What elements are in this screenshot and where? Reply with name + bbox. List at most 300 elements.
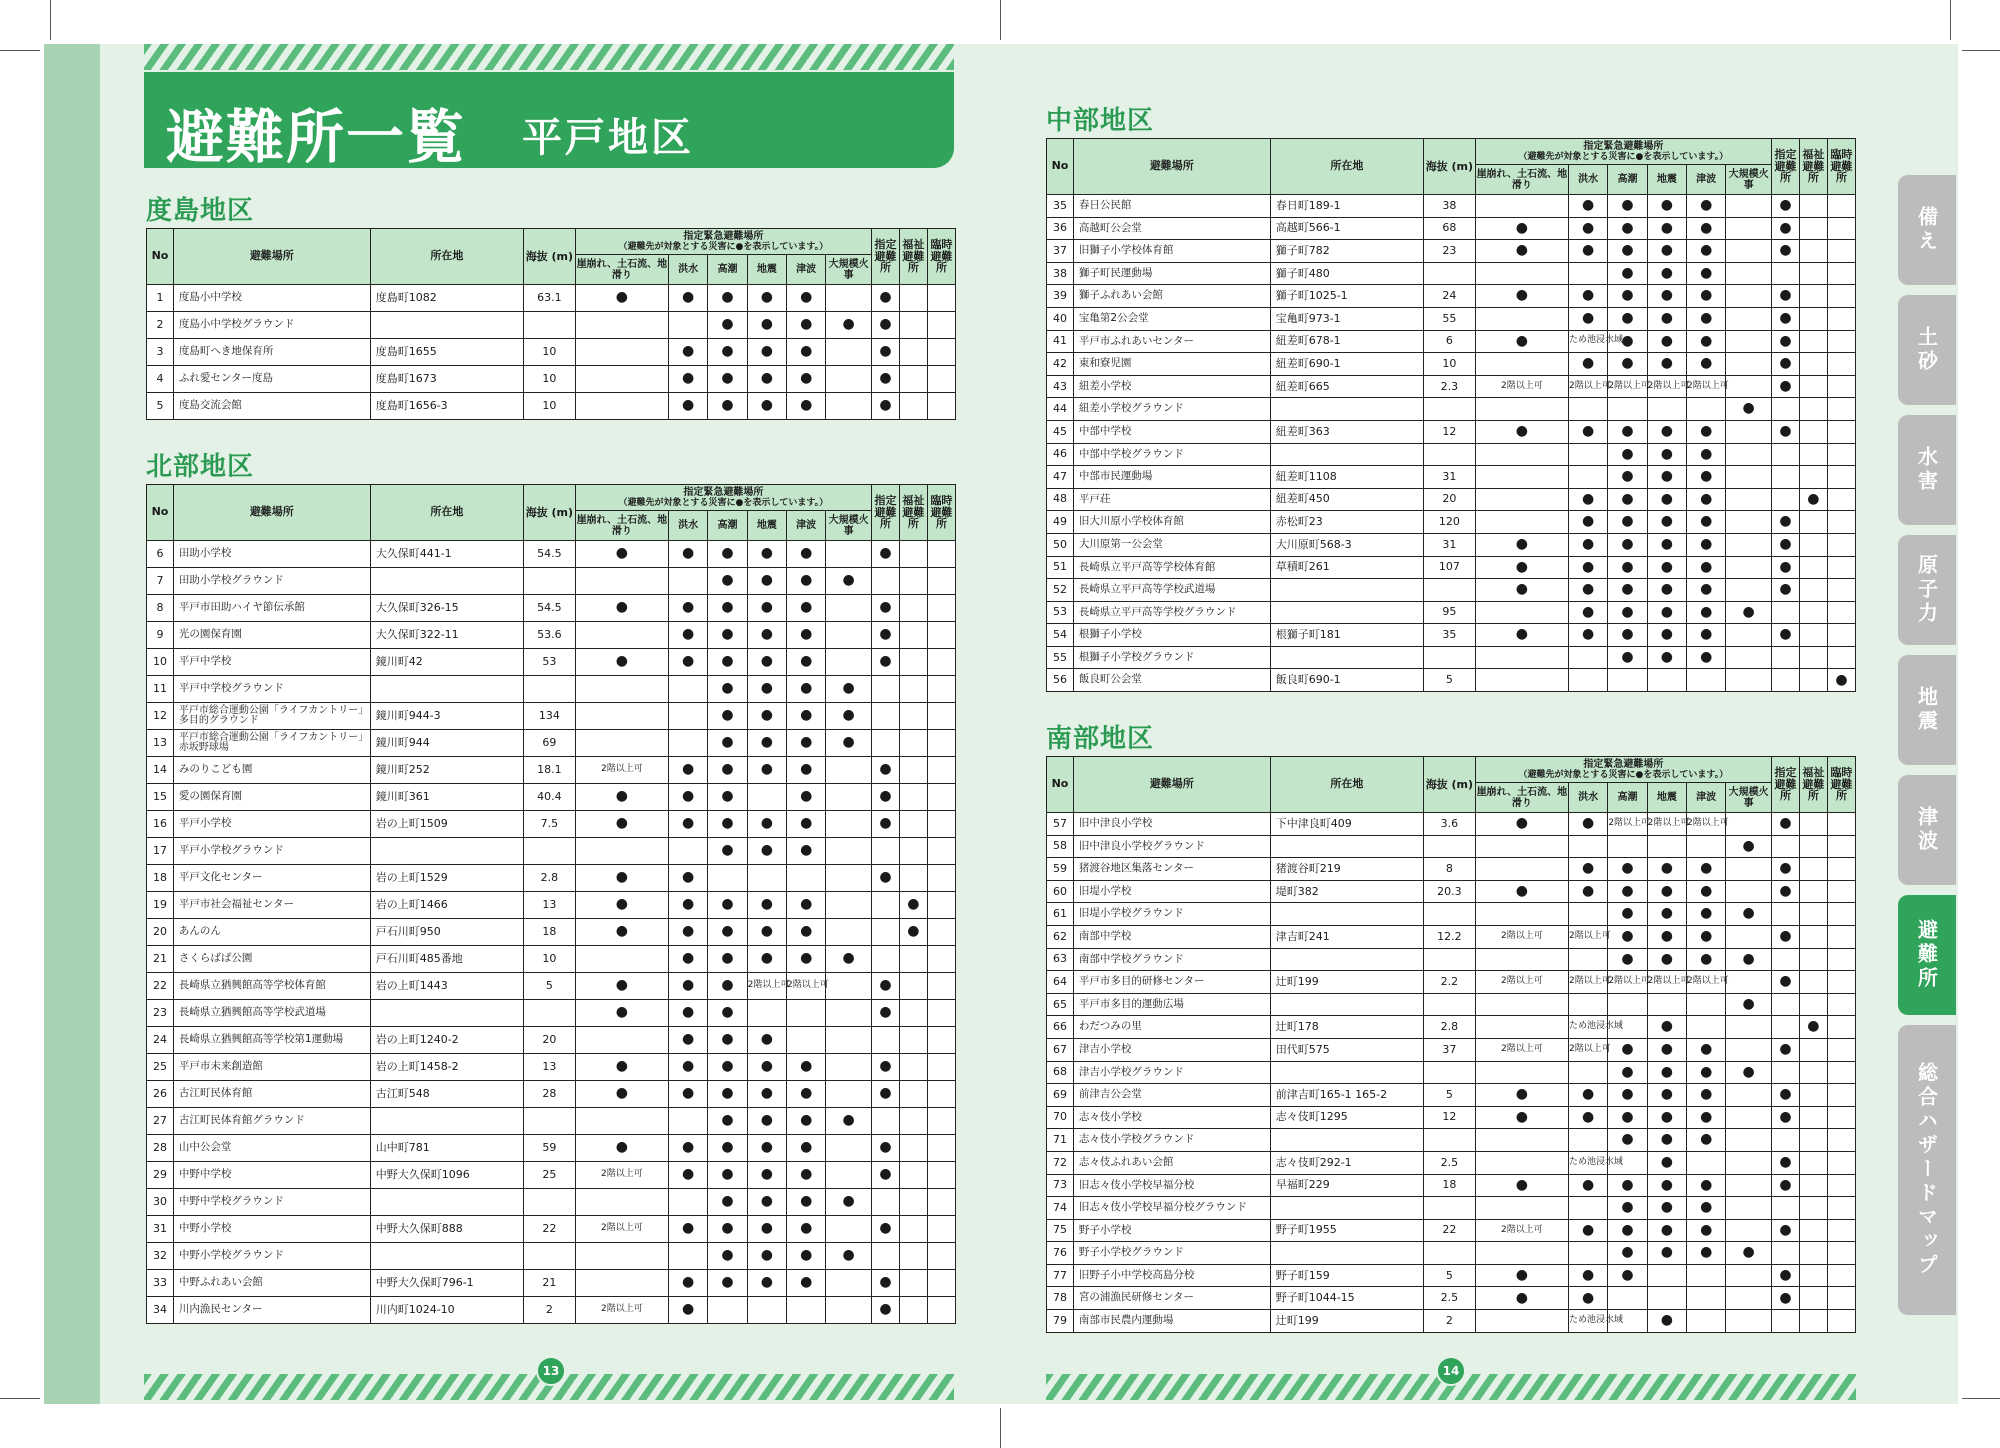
cell-mark — [1475, 646, 1568, 669]
cell-mark: ● — [708, 1162, 747, 1189]
cell-mark — [668, 838, 707, 865]
table-row — [1047, 375, 1856, 398]
cell-mark — [575, 339, 668, 366]
cell-name: 旧中津良小学校グラウンド — [1073, 835, 1270, 858]
cell-no: 37 — [1047, 240, 1074, 263]
cell-mark — [871, 946, 899, 973]
cell-address: 紐差町665 — [1270, 375, 1423, 398]
cell-mark: ● — [1475, 880, 1568, 903]
table-row — [1047, 420, 1856, 443]
table-row — [1047, 511, 1856, 534]
cell-address: 岩の上町1529 — [370, 865, 523, 892]
side-tab[interactable]: 土砂 — [1898, 295, 1956, 405]
cell-mark — [787, 865, 826, 892]
cell-elevation — [1423, 835, 1475, 858]
cell-no: 17 — [147, 838, 174, 865]
cell-mark: ● — [668, 595, 707, 622]
cell-mark: ● — [787, 285, 826, 312]
cell-address: 志々伎町1295 — [1270, 1106, 1423, 1129]
cell-mark — [927, 1108, 955, 1135]
cell-mark — [1475, 858, 1568, 881]
cell-no: 25 — [147, 1054, 174, 1081]
cell-mark — [1771, 669, 1799, 692]
cell-mark — [1827, 511, 1855, 534]
cell-mark — [927, 919, 955, 946]
cell-elevation: 12.2 — [1423, 925, 1475, 948]
cell-elevation: 23 — [1423, 240, 1475, 263]
cell-elevation: 54.5 — [523, 541, 575, 568]
col-header-name: 避難場所 — [173, 229, 370, 285]
cell-mark: ● — [1771, 624, 1799, 647]
cell-mark: ● — [1771, 1084, 1799, 1107]
col-header-hazard: 地震 — [747, 511, 786, 541]
cell-mark: ● — [826, 1189, 872, 1216]
cell-mark: ● — [1687, 1106, 1726, 1129]
cell-mark — [575, 1027, 668, 1054]
cell-mark — [1726, 925, 1772, 948]
cell-mark — [899, 1135, 927, 1162]
cell-mark: ● — [575, 973, 668, 1000]
crop-mark — [0, 1398, 40, 1399]
cell-address: 宝亀町973-1 — [1270, 307, 1423, 330]
cell-mark — [826, 595, 872, 622]
cell-mark — [1799, 925, 1827, 948]
cell-name: 高越町公会堂 — [1073, 217, 1270, 240]
table-row — [147, 622, 956, 649]
cell-name: 平戸小学校グラウンド — [173, 838, 370, 865]
cell-elevation: 2 — [1423, 1310, 1475, 1333]
cell-address: 猪渡谷町219 — [1270, 858, 1423, 881]
cell-mark — [826, 1297, 872, 1324]
cell-mark: ● — [1608, 579, 1647, 602]
cell-mark: ● — [708, 312, 747, 339]
designated-group-note: （避難先が対象とする災害に●を表示しています。） — [1518, 770, 1729, 781]
cell-elevation — [523, 312, 575, 339]
cell-mark — [899, 838, 927, 865]
cell-mark — [927, 312, 955, 339]
cell-mark — [1827, 398, 1855, 421]
cell-elevation: 25 — [523, 1162, 575, 1189]
col-header-designated-group — [1475, 757, 1771, 783]
col-header-no: No — [147, 485, 174, 541]
cell-address: 紐差町690-1 — [1270, 353, 1423, 376]
cell-elevation — [1423, 1129, 1475, 1152]
cell-name: 平戸市ふれあいセンター — [1073, 330, 1270, 353]
cell-address: 野子町1955 — [1270, 1219, 1423, 1242]
cell-mark: ● — [1568, 579, 1607, 602]
table-row — [147, 676, 956, 703]
table-row — [1047, 925, 1856, 948]
cell-name: 中野中学校 — [173, 1162, 370, 1189]
cell-address — [1270, 579, 1423, 602]
cell-mark: ● — [1568, 556, 1607, 579]
side-tab[interactable]: 備え — [1898, 175, 1956, 285]
cell-mark: 2階以上可 — [1568, 1038, 1607, 1061]
cell-no: 75 — [1047, 1219, 1074, 1242]
cell-mark — [899, 703, 927, 730]
cell-mark: ● — [1647, 1106, 1686, 1129]
cell-mark — [927, 568, 955, 595]
cell-mark — [747, 784, 786, 811]
cell-mark — [1726, 330, 1772, 353]
cell-mark: ● — [1568, 353, 1607, 376]
cell-mark — [899, 946, 927, 973]
cell-name: 田助小学校グラウンド — [173, 568, 370, 595]
cell-address: 山中町781 — [370, 1135, 523, 1162]
cell-mark — [668, 1189, 707, 1216]
cell-mark — [1475, 353, 1568, 376]
cell-mark — [871, 838, 899, 865]
cell-mark — [1608, 1287, 1647, 1310]
cell-name: 宝亀第2公会堂 — [1073, 307, 1270, 330]
cell-mark — [1827, 556, 1855, 579]
cell-mark — [1726, 443, 1772, 466]
cell-mark — [826, 1162, 872, 1189]
table-row — [1047, 646, 1856, 669]
cell-mark — [871, 568, 899, 595]
table-row — [147, 1108, 956, 1135]
cell-mark — [575, 568, 668, 595]
cell-elevation: 5 — [1423, 669, 1475, 692]
cell-elevation: 2.8 — [1423, 1016, 1475, 1039]
cell-elevation: 20 — [523, 1027, 575, 1054]
side-tab[interactable]: 水害 — [1898, 415, 1956, 525]
cell-mark: ● — [899, 892, 927, 919]
cell-elevation: 31 — [1423, 533, 1475, 556]
cell-mark — [1475, 1016, 1568, 1039]
cell-no: 68 — [1047, 1061, 1074, 1084]
cell-mark: ● — [1608, 307, 1647, 330]
cell-no: 46 — [1047, 443, 1074, 466]
cell-address: 鏡川町944-3 — [370, 703, 523, 730]
cell-no: 1 — [147, 285, 174, 312]
side-tab[interactable]: 津波 — [1898, 775, 1956, 885]
cell-mark — [1799, 813, 1827, 836]
cell-mark: ● — [708, 973, 747, 1000]
cell-no: 10 — [147, 649, 174, 676]
cell-mark — [1799, 903, 1827, 926]
cell-elevation: 7.5 — [523, 811, 575, 838]
cell-mark: ● — [1608, 858, 1647, 881]
section-title: 中部地区 — [1046, 106, 1155, 136]
cell-mark — [1647, 669, 1686, 692]
table-row — [1047, 240, 1856, 263]
table-row — [147, 366, 956, 393]
table-row — [1047, 1287, 1856, 1310]
cell-mark: ● — [708, 676, 747, 703]
cell-mark — [1568, 466, 1607, 489]
cell-no: 9 — [147, 622, 174, 649]
cell-address: 中野大久保町888 — [370, 1216, 523, 1243]
cell-mark: ● — [1568, 195, 1607, 218]
cell-no: 5 — [147, 393, 174, 420]
cell-mark — [1799, 835, 1827, 858]
cell-mark — [1827, 579, 1855, 602]
col-header-welfare-shelter: 福祉避難所 — [1799, 139, 1827, 195]
cell-mark: ● — [1568, 1287, 1607, 1310]
cell-address: 辻町199 — [1270, 971, 1423, 994]
table-row — [1047, 1174, 1856, 1197]
cell-mark: ● — [787, 892, 826, 919]
cell-mark — [1726, 624, 1772, 647]
cell-mark — [575, 1243, 668, 1270]
cell-address: 古江町548 — [370, 1081, 523, 1108]
cell-mark: ● — [1608, 353, 1647, 376]
cell-elevation: 2.2 — [1423, 971, 1475, 994]
cell-mark: ● — [1647, 533, 1686, 556]
cell-mark — [668, 676, 707, 703]
cell-mark: ● — [1475, 217, 1568, 240]
cell-mark — [899, 312, 927, 339]
cell-mark: ● — [1475, 556, 1568, 579]
table-row — [147, 730, 956, 757]
cell-mark — [1827, 971, 1855, 994]
cell-mark — [899, 757, 927, 784]
cell-mark: ● — [708, 946, 747, 973]
col-header-address: 所在地 — [370, 485, 523, 541]
cell-mark: ● — [1687, 443, 1726, 466]
cell-mark — [1827, 1016, 1855, 1039]
cell-mark — [927, 676, 955, 703]
col-header-hazard: 大規模火事 — [1726, 165, 1772, 195]
cell-mark — [927, 541, 955, 568]
col-header-hazard: 崖崩れ、土石流、地滑り — [1475, 165, 1568, 195]
cell-mark — [927, 366, 955, 393]
cell-mark — [1475, 511, 1568, 534]
cell-no: 33 — [147, 1270, 174, 1297]
col-header-hazard: 洪水 — [668, 255, 707, 285]
cell-mark: ● — [1687, 217, 1726, 240]
cell-name: 愛の園保育園 — [173, 784, 370, 811]
cell-name: 中部中学校 — [1073, 420, 1270, 443]
cell-no: 3 — [147, 339, 174, 366]
cell-no: 60 — [1047, 880, 1074, 903]
cell-mark — [826, 1216, 872, 1243]
cell-mark: ● — [1771, 1219, 1799, 1242]
cell-no: 6 — [147, 541, 174, 568]
designated-group-note: （避難先が対象とする災害に●を表示しています。） — [618, 242, 829, 253]
cell-mark: ● — [668, 973, 707, 1000]
cell-no: 40 — [1047, 307, 1074, 330]
cell-mark: ● — [1647, 285, 1686, 308]
left-side-stripe — [44, 44, 100, 1404]
cell-name: 平戸中学校グラウンド — [173, 676, 370, 703]
cell-no: 58 — [1047, 835, 1074, 858]
cell-mark — [927, 595, 955, 622]
cell-mark: 2階以上可 — [575, 1216, 668, 1243]
cell-no: 66 — [1047, 1016, 1074, 1039]
col-header-address: 所在地 — [1270, 757, 1423, 813]
cell-mark — [1647, 1287, 1686, 1310]
cell-mark: ● — [1608, 420, 1647, 443]
cell-name: 南部中学校 — [1073, 925, 1270, 948]
table-row — [147, 757, 956, 784]
cell-mark — [575, 676, 668, 703]
cell-no: 38 — [1047, 262, 1074, 285]
cell-mark — [899, 541, 927, 568]
cell-mark: ● — [668, 757, 707, 784]
cell-mark: ● — [1771, 579, 1799, 602]
cell-mark — [1799, 330, 1827, 353]
table-row — [147, 1270, 956, 1297]
cell-mark: ● — [1687, 880, 1726, 903]
cell-mark: 2階以上可 — [1608, 375, 1647, 398]
cell-mark — [899, 366, 927, 393]
cell-mark — [1568, 1197, 1607, 1220]
cell-address: 春日町189-1 — [1270, 195, 1423, 218]
cell-mark — [826, 622, 872, 649]
cell-no: 52 — [1047, 579, 1074, 602]
col-header-name: 避難場所 — [173, 485, 370, 541]
cell-mark: 2階以上可 — [1475, 971, 1568, 994]
cell-mark — [1827, 1264, 1855, 1287]
cell-mark — [1771, 1197, 1799, 1220]
cell-mark: ● — [1608, 903, 1647, 926]
cell-mark: ● — [1647, 858, 1686, 881]
cell-mark: ● — [1687, 903, 1726, 926]
cell-mark — [1771, 993, 1799, 1016]
cell-mark: ● — [1771, 195, 1799, 218]
cell-mark: ● — [747, 595, 786, 622]
cell-address: 志々伎町292-1 — [1270, 1151, 1423, 1174]
cell-mark: ● — [1647, 1219, 1686, 1242]
cell-mark: ● — [747, 1189, 786, 1216]
cell-mark — [1726, 556, 1772, 579]
side-tab[interactable]: 地震 — [1898, 655, 1956, 765]
crop-mark — [1962, 50, 2000, 51]
cell-no: 13 — [147, 730, 174, 757]
cell-mark: ● — [871, 366, 899, 393]
cell-name: 野子小学校グラウンド — [1073, 1242, 1270, 1265]
cell-mark: ● — [1647, 880, 1686, 903]
cell-mark — [927, 1027, 955, 1054]
crop-mark — [0, 50, 40, 51]
cell-mark: ● — [1771, 1106, 1799, 1129]
cell-mark — [1799, 601, 1827, 624]
cell-mark — [1687, 1151, 1726, 1174]
cell-mark — [1799, 240, 1827, 263]
cell-no: 8 — [147, 595, 174, 622]
cell-mark: ● — [871, 285, 899, 312]
cell-mark: ● — [1799, 1016, 1827, 1039]
cell-mark: ● — [1608, 948, 1647, 971]
col-header-hazard: 崖崩れ、土石流、地滑り — [575, 255, 668, 285]
cell-mark: ● — [1608, 262, 1647, 285]
cell-elevation: 54.5 — [523, 595, 575, 622]
cell-address: 紐差町678-1 — [1270, 330, 1423, 353]
cell-mark: 2階以上可 — [575, 1162, 668, 1189]
col-header-hazard: 高潮 — [708, 255, 747, 285]
cell-mark: ● — [668, 1135, 707, 1162]
cell-address — [1270, 1129, 1423, 1152]
side-tab[interactable]: 原子力 — [1898, 535, 1956, 645]
cell-mark: ● — [787, 784, 826, 811]
cell-mark — [871, 1027, 899, 1054]
table-row — [1047, 1219, 1856, 1242]
cell-mark — [1726, 511, 1772, 534]
cell-mark: ● — [1771, 533, 1799, 556]
side-tab[interactable]: 避難所 — [1898, 895, 1956, 1015]
cell-mark — [1475, 1310, 1568, 1333]
col-header-temporary-shelter: 臨時避難所 — [927, 485, 955, 541]
cell-name: みのりこども園 — [173, 757, 370, 784]
crop-mark — [50, 0, 51, 40]
cell-name: 平戸市総合運動公園「ライフカントリー」赤坂野球場 — [173, 730, 370, 757]
cell-mark: ● — [1726, 601, 1772, 624]
cell-no: 30 — [147, 1189, 174, 1216]
cell-mark: ● — [1687, 858, 1726, 881]
designated-group-label: 指定緊急避難場所 — [683, 230, 764, 242]
cell-mark — [1799, 307, 1827, 330]
cell-mark — [1799, 880, 1827, 903]
cell-mark: ● — [1687, 1061, 1726, 1084]
cell-mark — [899, 973, 927, 1000]
cell-mark: ● — [826, 568, 872, 595]
cell-no: 16 — [147, 811, 174, 838]
cell-mark: ● — [1647, 262, 1686, 285]
cell-mark: ● — [747, 568, 786, 595]
cell-address — [370, 312, 523, 339]
cell-mark — [1827, 240, 1855, 263]
crop-mark — [1962, 1398, 2000, 1399]
cell-name: わだつみの里 — [1073, 1016, 1270, 1039]
cell-mark — [1799, 285, 1827, 308]
cell-address: 大久保町441-1 — [370, 541, 523, 568]
col-header-temporary-shelter: 臨時避難所 — [1827, 139, 1855, 195]
table-row — [147, 312, 956, 339]
cell-mark: ● — [1771, 420, 1799, 443]
cell-mark — [1799, 217, 1827, 240]
cell-mark — [1475, 443, 1568, 466]
cell-no: 65 — [1047, 993, 1074, 1016]
cell-mark: ● — [747, 622, 786, 649]
side-tab[interactable]: 総合ハザードマップ — [1898, 1025, 1956, 1315]
col-header-hazard: 洪水 — [668, 511, 707, 541]
cell-mark — [1475, 948, 1568, 971]
cell-mark — [1568, 669, 1607, 692]
cell-mark — [1799, 971, 1827, 994]
col-header-address: 所在地 — [1270, 139, 1423, 195]
cell-address: 戸石川町950 — [370, 919, 523, 946]
cell-mark: ● — [747, 703, 786, 730]
col-header-welfare-shelter: 福祉避難所 — [899, 485, 927, 541]
cell-mark: ● — [1475, 330, 1568, 353]
cell-mark — [1647, 993, 1686, 1016]
cell-elevation: 13 — [523, 892, 575, 919]
cell-mark: ● — [871, 1000, 899, 1027]
cell-no: 22 — [147, 973, 174, 1000]
cell-name: 長崎県立平戸高等学校グラウンド — [1073, 601, 1270, 624]
cell-mark — [1475, 1197, 1568, 1220]
cell-mark — [1726, 353, 1772, 376]
col-header-hazard: 大規模火事 — [826, 511, 872, 541]
cell-mark: ● — [787, 838, 826, 865]
cell-mark: 2階以上可 — [1647, 375, 1686, 398]
cell-mark: ● — [1475, 285, 1568, 308]
cell-no: 34 — [147, 1297, 174, 1324]
cell-mark: ● — [1771, 1174, 1799, 1197]
cell-mark: ● — [1647, 217, 1686, 240]
cell-elevation — [1423, 948, 1475, 971]
cell-address: 野子町1044-15 — [1270, 1287, 1423, 1310]
cell-no: 74 — [1047, 1197, 1074, 1220]
designated-group-note: （避難先が対象とする災害に●を表示しています。） — [618, 498, 829, 509]
cell-elevation: 69 — [523, 730, 575, 757]
cell-mark: ● — [1475, 813, 1568, 836]
page-subtitle: 平戸地区 — [522, 115, 694, 161]
cell-mark: ● — [1475, 624, 1568, 647]
cell-mark — [871, 919, 899, 946]
